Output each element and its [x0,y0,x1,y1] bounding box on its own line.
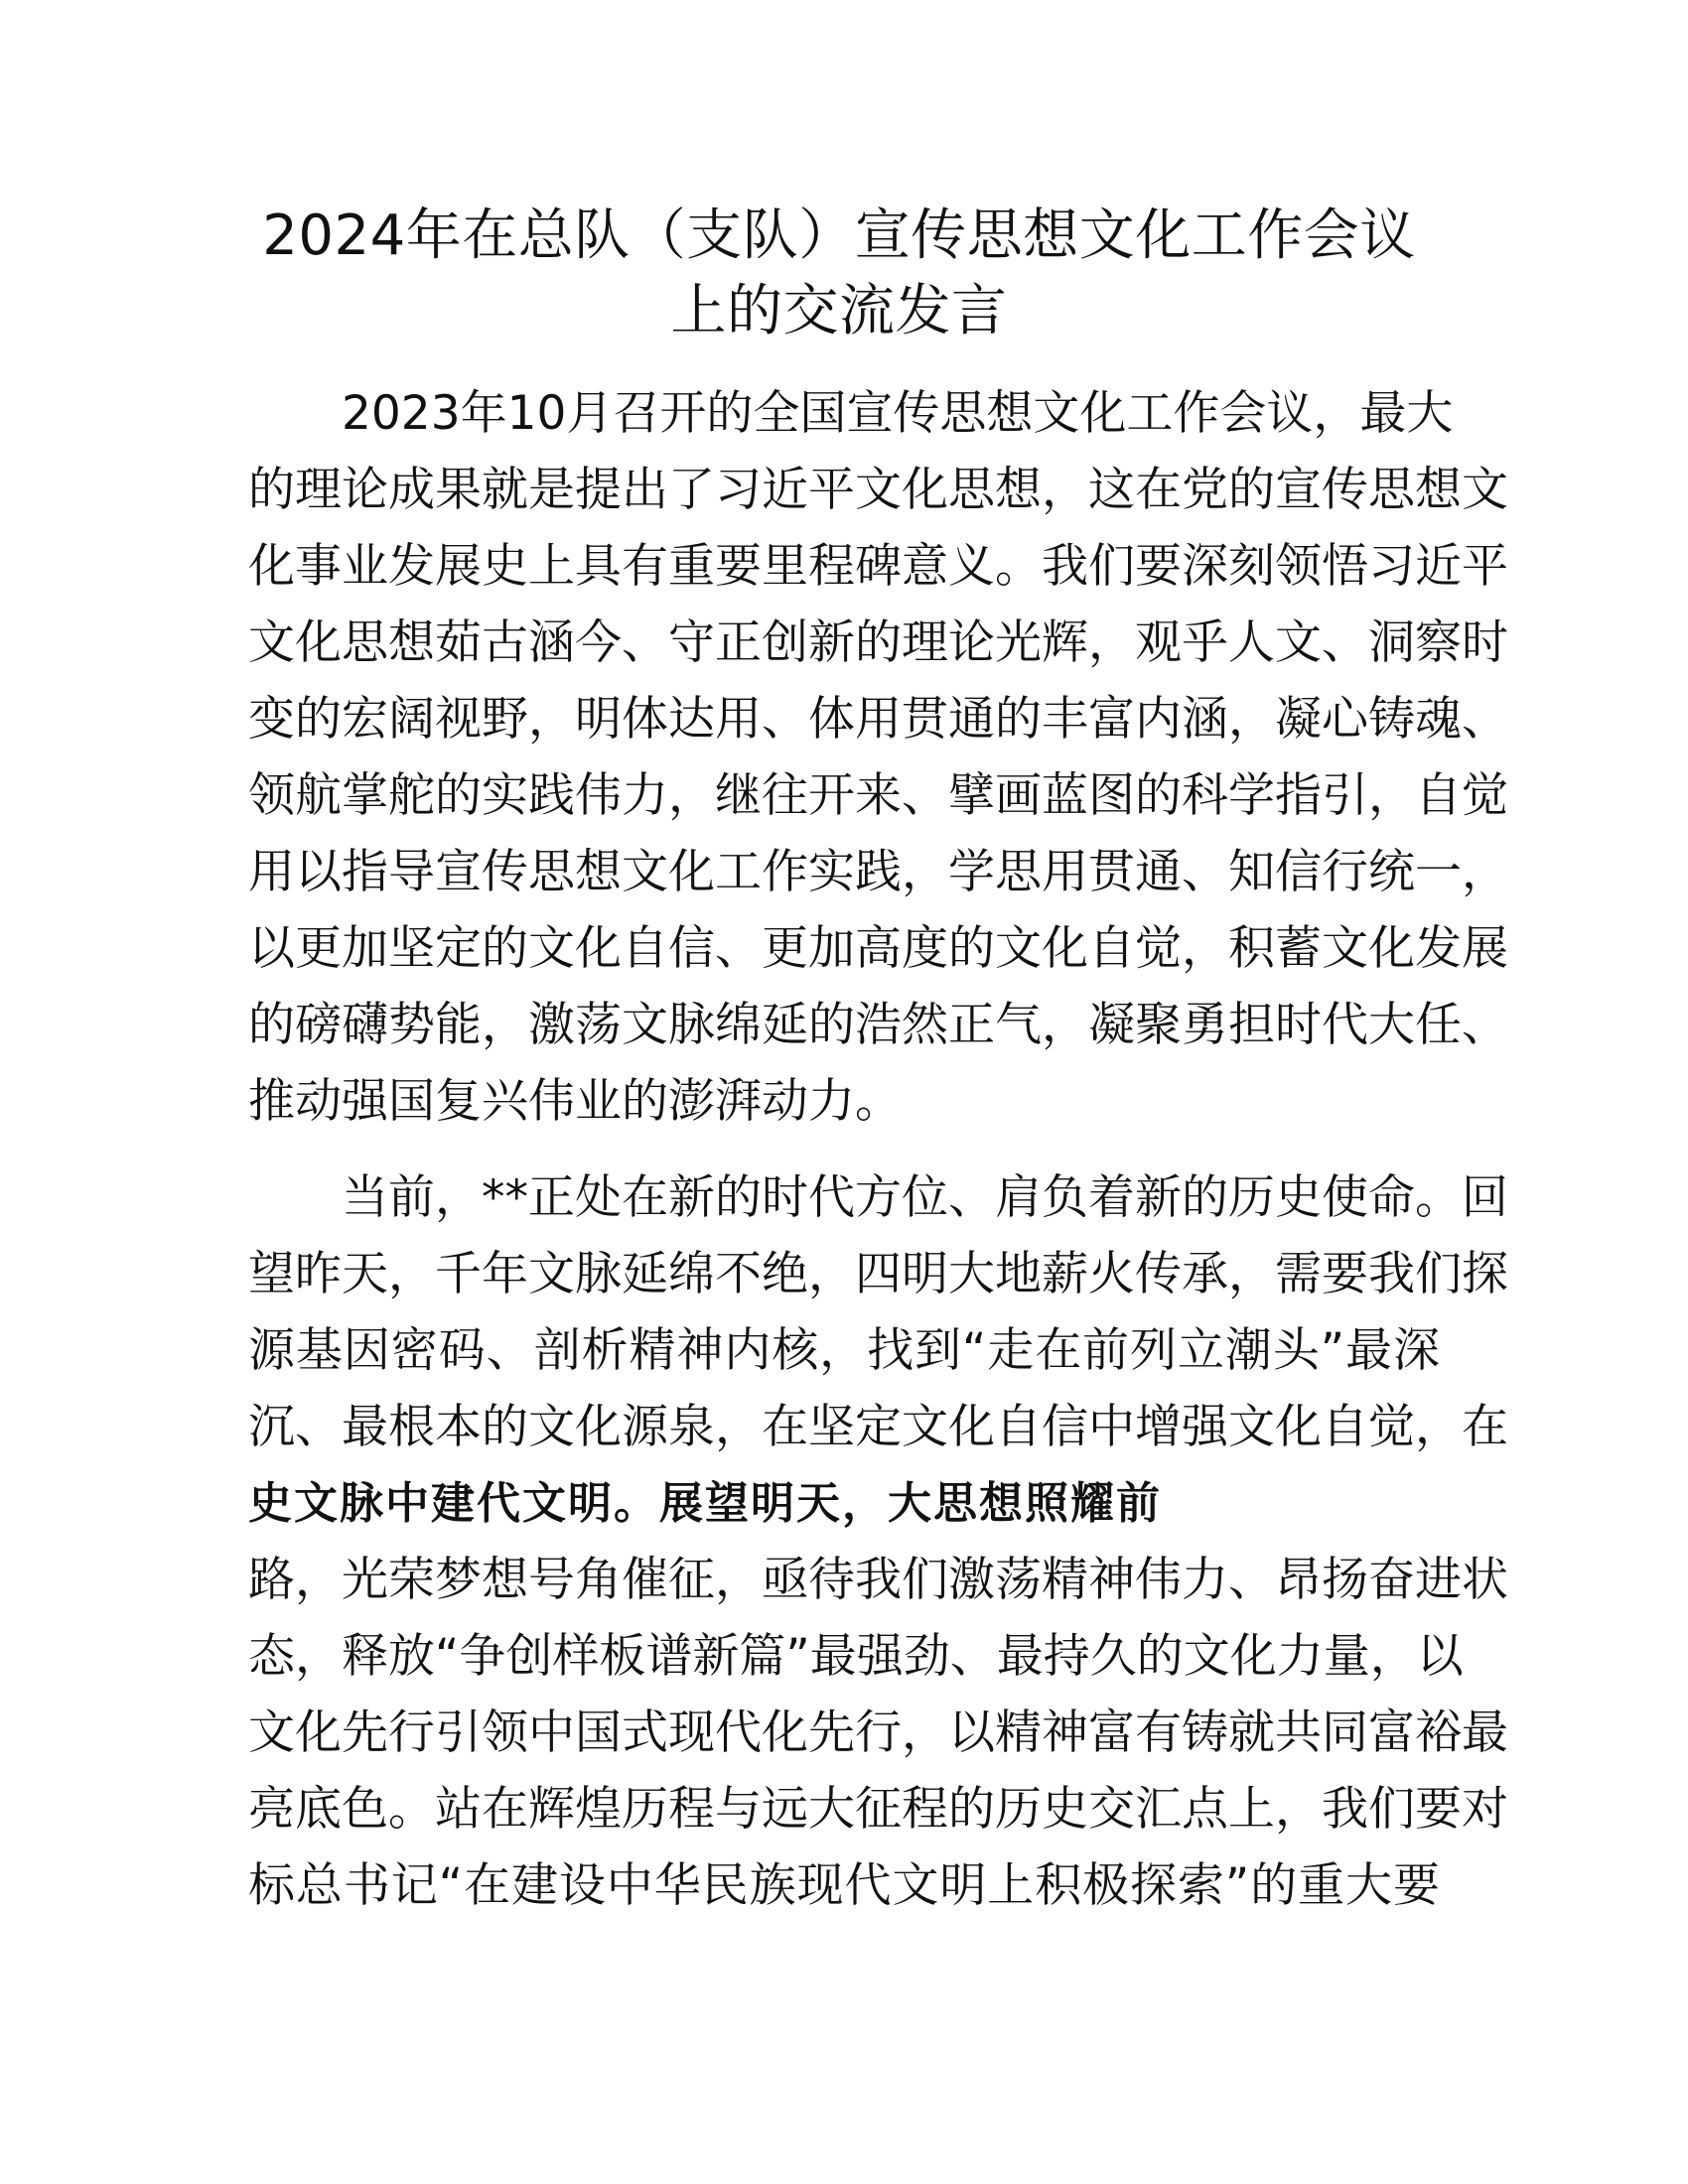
text-line: 态，释放“争创样板谱新篇”最强劲、最持久的文化力量，以 [248,1629,1464,1684]
text-line: 化事业发展史上具有重要里程碑意义。我们要深刻领悟习近平 [248,539,1508,594]
text-line: 以更加坚定的文化自信、更加高度的文化自觉，积蓄文化发展 [248,921,1508,976]
text-line: 源基因密码、剖析精神内核，找到“走在前列立潮头”最深 [248,1323,1440,1378]
text-line: 用以指导宣传思想文化工作实践，学思用贯通、知信行统一， [248,845,1508,899]
document-title [243,199,1435,349]
text-line: 2023年10月召开的全国宣传思想文化工作会议，最大 [342,386,1454,441]
title-line-1: 2024年在总队（支队）宣传思想文化工作会议 [262,204,1416,268]
text-line: 的磅礴势能，激荡文脉绵延的浩然正气，凝聚勇担时代大任、 [248,998,1508,1052]
paragraph-1 [248,375,1508,1140]
text-line: 路，光荣梦想号角催征，亟待我们激荡精神伟力、昂扬奋进状 [248,1553,1508,1607]
paragraph-spacer [248,1140,1440,1160]
text-line: 变的宏阔视野，明体达用、体用贯通的丰富内涵，凝心铸魂、 [248,692,1508,747]
text-line: 推动强国复兴伟业的澎湃动力。 [248,1074,902,1129]
text-line: 文化先行引领中国式现代化先行，以精神富有铸就共同富裕最 [248,1706,1508,1760]
text-line: 领航掌舵的实践伟力，继往开来、擘画蓝图的科学指引，自觉 [248,768,1508,823]
text-line: 文化思想茹古涵今、守正创新的理论光辉，观乎人文、洞察时 [248,615,1508,670]
text-line: 亮底色。站在辉煌历程与远大征程的历史交汇点上，我们要对 [248,1782,1508,1837]
text-line: 当前，**正处在新的时代方位、肩负着新的历史使命。回 [342,1170,1508,1225]
text-line: 沉、最根本的文化源泉，在坚定文化自信中增强文化自觉，在 [248,1400,1508,1454]
text-line: 标总书记“在建设中华民族现代文明上积极探索”的重大要 [248,1858,1440,1913]
text-line: 史文脉中建代文明。展望明天，大思想照耀前 [248,1478,1162,1529]
text-line: 望昨天，千年文脉延绵不绝，四明大地薪火传承，需要我们探 [248,1247,1508,1301]
paragraph-2 [248,1160,1508,1924]
title-line-2: 上的交流发言 [670,279,1008,343]
document-body [248,375,1508,1924]
text-line: 的理论成果就是提出了习近平文化思想，这在党的宣传思想文 [248,463,1508,517]
